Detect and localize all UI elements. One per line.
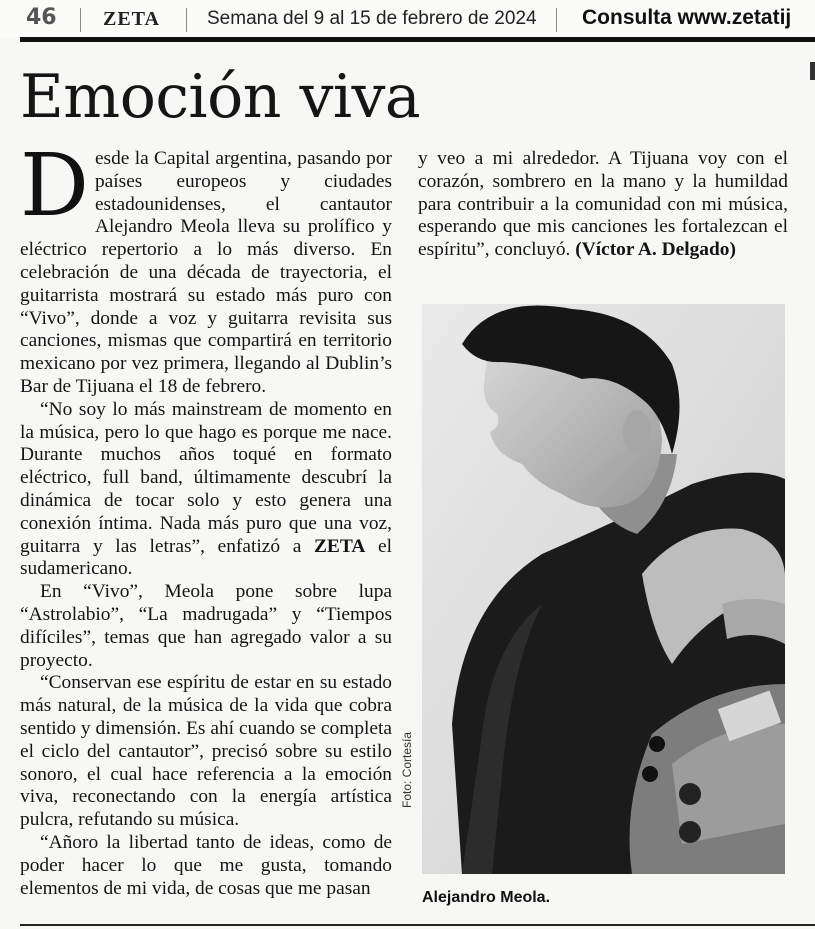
header-divider [186,8,187,32]
article-photo [422,304,785,874]
article-paragraph: “Conservan ese espíritu de estar en su estado más natural, de la música de la vida que cobra sentido y dimensión. Es ahí cuando se completa el ciclo del cantautor”, precisó sobre su estilo sonoro, el cual hace referencia a la emoción viva, reconectando con la energía artística pulcra, refutando su música. [20,672,392,831]
page-header [0,0,815,38]
publication-mention: ZETA [313,535,366,557]
photo-credit: Foto: Cortesía [400,731,414,808]
publication-name: ZETA [103,8,160,30]
article-left-column [20,136,393,900]
article-headline: Emoción viva [20,62,421,132]
header-divider [556,8,557,32]
header-divider [80,8,81,32]
header-rule [20,37,815,42]
adjacent-page-edge [810,62,815,80]
paragraph-text: el sudamericano. [20,535,393,580]
paragraph-text: esde la Capital argentina, pasando por países europeos y ciudades estadounidenses, el cantautor Alejandro Meola lleva su prolífico y eléctrico repertorio a lo más diverso. En celebración de una década de trayectoria, el guitarrista mostrará su estado más puro con “Vivo”, donde a voz y guitarra revisita sus canciones, mismas que compartirá en territorio mexicano por vez primera, llegando al Dublin’s Bar de Tijuana el 18 de febrero. [20,148,392,397]
photo-caption: Alejandro Meola. [422,889,551,906]
article-paragraph: “Añoro la libertad tanto de ideas, como de poder hacer lo que me gusta, tomando elementos de mi vida, de cosas que me pasan [20,831,392,899]
footer-rule [20,924,815,926]
article-paragraph: En “Vivo”, Meola pone sobre lupa “Astrolabio”, “La madrugada” y “Tiempos difíciles”, temas que han agregado valor a su proyecto. [20,581,392,671]
drop-cap: D [20,136,89,236]
portrait-photo [422,304,785,874]
paragraph-text: y veo a mi alrededor. A Tijuana voy con el corazón, sombrero en la mano y la humildad para contribuir a la comunidad con mi música, esperando que mis canciones les fortalezcan el espíritu”, concluyó. [418,148,788,261]
website-promo: Consulta www.zetatij [582,6,792,29]
article-paragraph [418,148,788,262]
issue-date: Semana del 9 al 15 de febrero de 2024 [207,8,537,29]
paragraph-text: “No soy lo más mainstream de momento en la música, pero lo que hago es porque me nace. Durante muchos años toqué en formato eléctrico, full band, últimamente descubrí la dinámica de tocar solo y esto genera una conexión íntima. Nada más puro que una voz, guitarra y las letras”, enfatizó a [20,398,392,557]
byline: (Víctor A. Delgado) [575,239,736,261]
article-right-column [418,148,788,262]
page-number: 46 [26,5,57,30]
article-paragraph [20,399,392,581]
article-paragraph [20,136,392,399]
